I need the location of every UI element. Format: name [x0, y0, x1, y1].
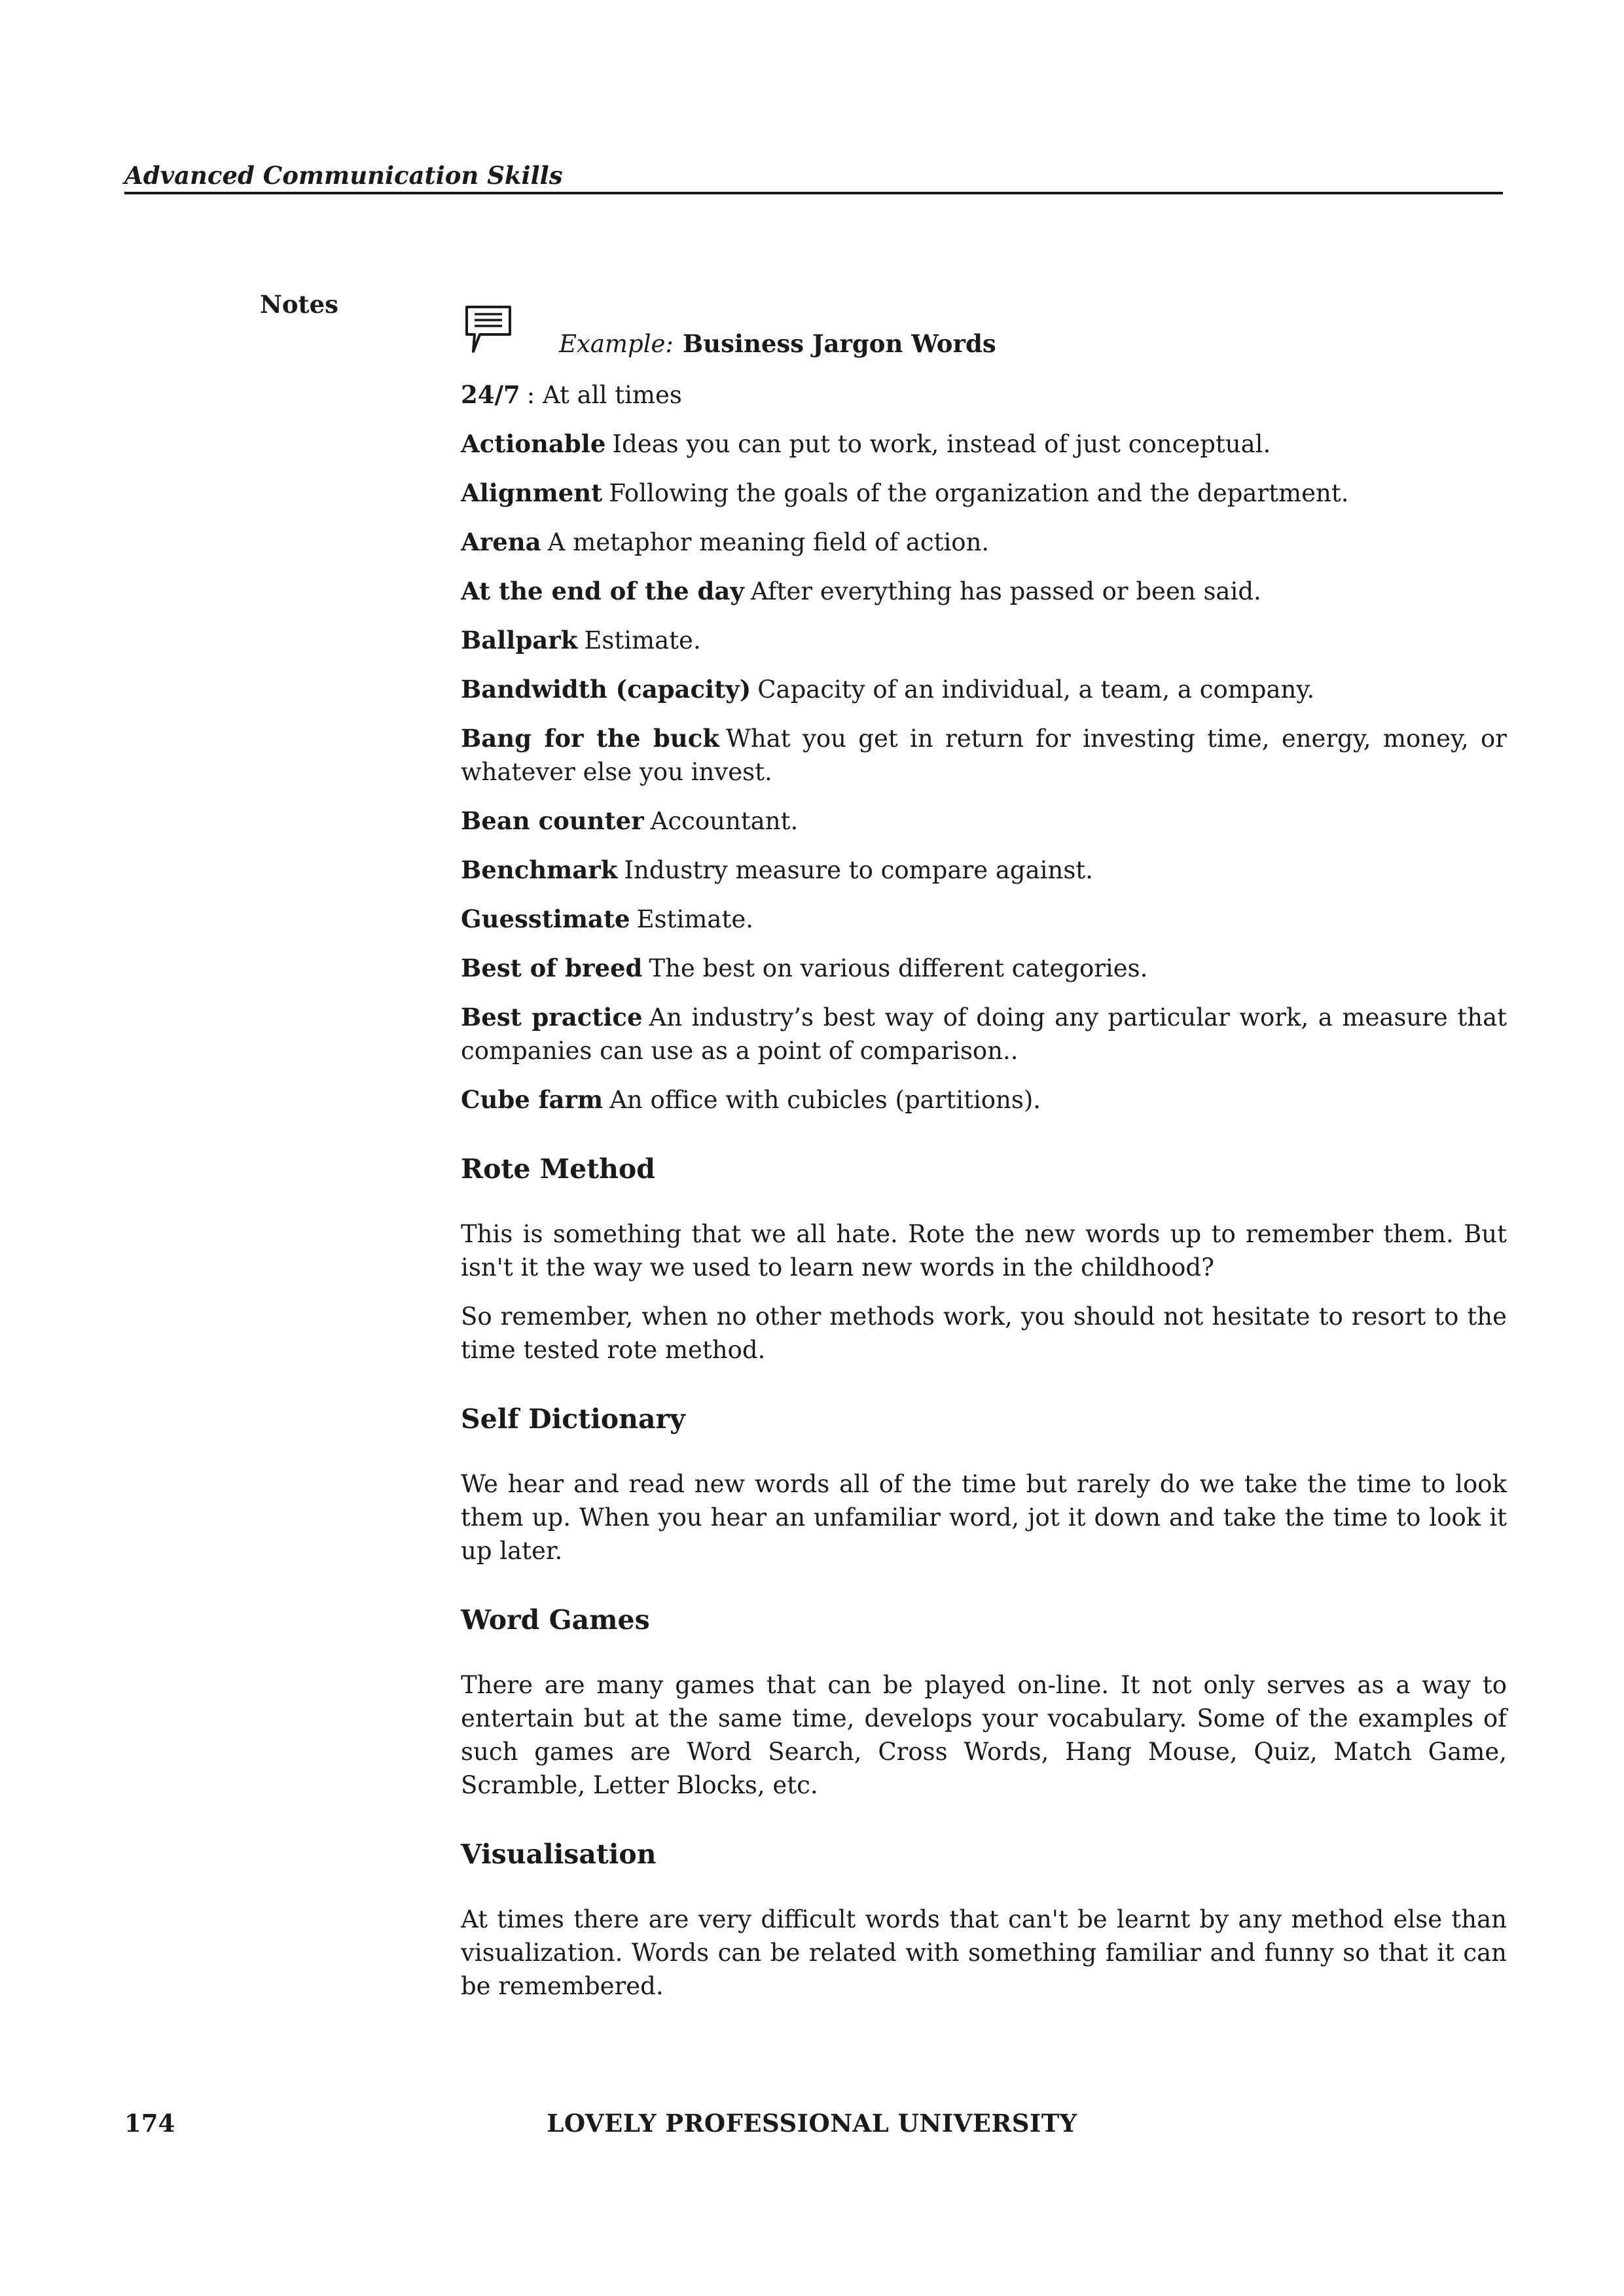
jargon-definition: A metaphor meaning field of action. — [547, 528, 990, 556]
example-title: Business Jargon Words — [682, 329, 996, 358]
jargon-definition: Estimate. — [584, 626, 701, 655]
jargon-entry — [461, 722, 1507, 789]
jargon-term: Actionable — [461, 429, 606, 458]
page-number: 174 — [124, 2109, 175, 2138]
jargon-entry — [461, 526, 1507, 559]
jargon-definition: Following the goals of the organization and the department. — [609, 479, 1349, 507]
section-heading-self-dictionary: Self Dictionary — [461, 1403, 685, 1435]
jargon-definition: The best on various different categories. — [649, 954, 1148, 982]
jargon-definition: Capacity of an individual, a team, a company. — [757, 675, 1315, 704]
jargon-entry — [461, 1001, 1507, 1067]
jargon-definition: Ideas you can put to work, instead of just conceptual. — [612, 430, 1271, 458]
jargon-entry — [461, 853, 1507, 887]
jargon-term: Arena — [461, 528, 541, 556]
jargon-definition: After everything has passed or been said. — [750, 577, 1261, 605]
jargon-term: Best of breed — [461, 954, 643, 982]
main-content — [461, 378, 1507, 2018]
section-heading-rote-method: Rote Method — [461, 1153, 655, 1185]
example-heading — [559, 329, 996, 359]
paragraph: At times there are very difficult words that can't be learnt by any method else than visualization. Words can be related with something familiar and funny so that it can be remembered. — [461, 1905, 1507, 2000]
paragraph: There are many games that can be played on-line. It not only serves as a way to entertain but at the same time, develops your vocabulary. Some of the examples of such games are Word Search, Cross Words, Hang Mouse, Quiz, Match Game, Scramble, Letter Blocks, etc. — [461, 1671, 1507, 1799]
jargon-term: Benchmark — [461, 855, 618, 884]
jargon-term: At the end of the day — [461, 577, 744, 605]
jargon-definition: Accountant. — [650, 807, 799, 835]
jargon-definition: Estimate. — [636, 905, 753, 933]
jargon-entry — [461, 952, 1507, 985]
notes-margin-label: Notes — [260, 290, 338, 319]
jargon-definition: What you get in return for investing time, energy, money, or whatever else you invest. — [461, 725, 1507, 786]
jargon-definition: Industry measure to compare against. — [624, 856, 1093, 884]
jargon-entry — [461, 427, 1507, 461]
jargon-entry — [461, 476, 1507, 510]
jargon-term: Guesstimate — [461, 905, 630, 933]
jargon-entry — [461, 624, 1507, 657]
jargon-entry — [461, 575, 1507, 608]
paragraph: We hear and read new words all of the time but rarely do we take the time to look them up. When you hear an unfamiliar word, jot it down and take the time to look it up later. — [461, 1470, 1507, 1565]
jargon-entry — [461, 804, 1507, 838]
example-label: Example: — [559, 330, 674, 358]
jargon-entry — [461, 903, 1507, 936]
section-heading-visualisation: Visualisation — [461, 1839, 657, 1870]
jargon-entry — [461, 378, 1507, 412]
speech-bubble-notes-icon — [463, 303, 515, 355]
jargon-term: 24/7 — [461, 380, 520, 409]
section-heading-word-games: Word Games — [461, 1604, 650, 1636]
header-rule — [124, 192, 1503, 194]
jargon-term: Cube farm — [461, 1085, 604, 1114]
jargon-term: Best practice — [461, 1003, 643, 1031]
jargon-definition: An industry’s best way of doing any particular work, a measure that companies can use as a point of comparison.. — [461, 1003, 1507, 1065]
jargon-definition: An office with cubicles (partitions). — [609, 1086, 1041, 1114]
paragraph: This is something that we all hate. Rote the new words up to remember them. But isn't it the way we used to learn new words in the childhood? — [461, 1220, 1507, 1282]
jargon-term: Bean counter — [461, 806, 644, 835]
running-header-title: Advanced Communication Skills — [124, 161, 563, 190]
paragraph: So remember, when no other methods work, you should not hesitate to resort to the time tested rote method. — [461, 1302, 1507, 1364]
jargon-term: Alignment — [461, 478, 603, 507]
jargon-term: Bandwidth (capacity) — [461, 675, 751, 704]
footer-publisher: LOVELY PROFESSIONAL UNIVERSITY — [547, 2109, 1077, 2138]
jargon-entry — [461, 1083, 1507, 1117]
jargon-term: Bang for the buck — [461, 724, 719, 753]
jargon-entry — [461, 673, 1507, 706]
jargon-term: Ballpark — [461, 626, 578, 655]
jargon-definition: : At all times — [526, 381, 682, 409]
